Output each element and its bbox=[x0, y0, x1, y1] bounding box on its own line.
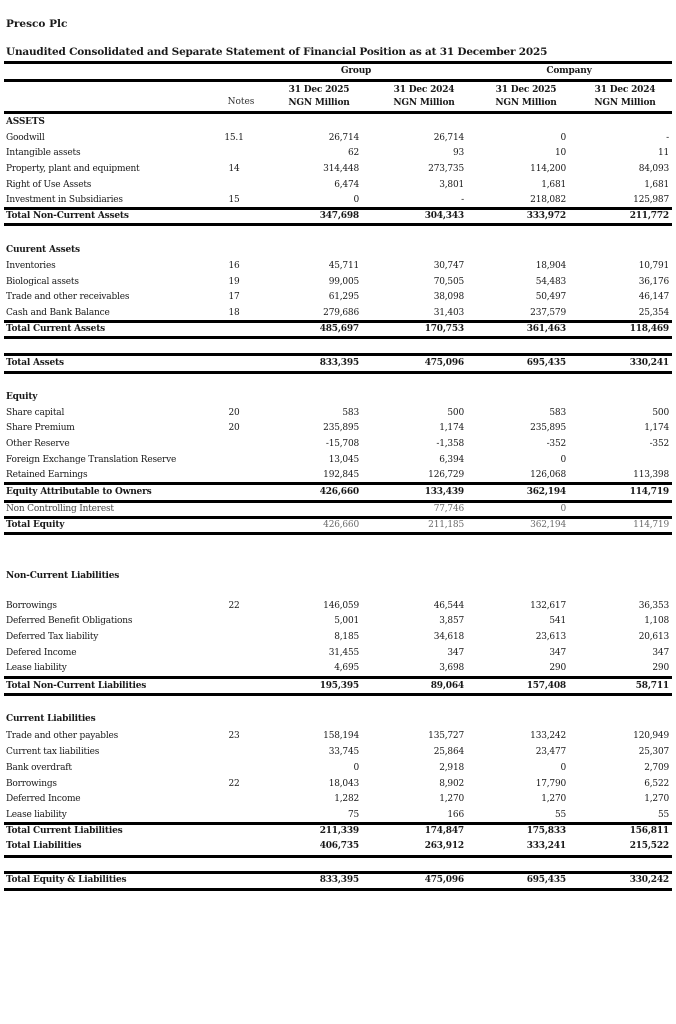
rule bbox=[4, 223, 672, 226]
company-2024-value: 84,093 bbox=[638, 164, 669, 174]
row-label: Trade and other payables bbox=[6, 731, 119, 741]
company-2025-value: 695,435 bbox=[526, 875, 566, 885]
col-date: 31 Dec 2024 bbox=[594, 85, 656, 95]
group-2024-value: 133,439 bbox=[424, 487, 464, 497]
total-liabilities-row bbox=[0, 839, 676, 853]
company-2024-value: 1,108 bbox=[644, 616, 669, 626]
group-2024-value: 1,270 bbox=[439, 794, 464, 804]
group-2025-value: 235,895 bbox=[323, 423, 359, 433]
col-header-group-2024 bbox=[374, 85, 474, 108]
company-2025-value: 541 bbox=[549, 616, 566, 626]
total-current-assets-row bbox=[0, 322, 676, 336]
row-note: 15 bbox=[228, 195, 240, 205]
group-2025-value: 75 bbox=[347, 810, 359, 820]
company-2024-value: -352 bbox=[649, 439, 669, 449]
row-label: Total Assets bbox=[6, 358, 64, 368]
table-row bbox=[0, 421, 676, 435]
group-2025-value: 406,735 bbox=[319, 841, 359, 851]
group-2024-value: 3,857 bbox=[439, 616, 464, 626]
group-2024-value: 25,864 bbox=[433, 747, 464, 757]
company-2024-value: 55 bbox=[657, 810, 669, 820]
row-label: Investment in Subsidiaries bbox=[6, 195, 123, 205]
group-2024-value: 89,064 bbox=[430, 681, 464, 691]
row-label: Foreign Exchange Translation Reserve bbox=[6, 455, 177, 465]
row-label: Bank overdraft bbox=[6, 763, 72, 773]
company-2024-value: 330,241 bbox=[629, 358, 669, 368]
company-2025-value: 10 bbox=[554, 148, 566, 158]
row-label: Total Current Assets bbox=[6, 324, 106, 334]
company-2025-value: 362,194 bbox=[526, 487, 566, 497]
group-2024-value: 1,174 bbox=[439, 423, 464, 433]
group-2025-value: 314,448 bbox=[323, 164, 359, 174]
company-2025-value: 333,241 bbox=[526, 841, 566, 851]
company-2025-value: 362,194 bbox=[530, 520, 566, 530]
row-label: Total Non-Current Liabilities bbox=[6, 681, 147, 691]
row-label: Borrowings bbox=[6, 779, 57, 789]
group-2024-value: 30,747 bbox=[433, 261, 464, 271]
company-2024-value: 1,174 bbox=[644, 423, 669, 433]
group-2025-value: 61,295 bbox=[328, 292, 359, 302]
group-2024-value: 347 bbox=[447, 648, 464, 658]
rule bbox=[4, 888, 672, 891]
company-2025-value: 0 bbox=[560, 763, 566, 773]
section-heading-label: Non-Current Liabilities bbox=[6, 571, 120, 581]
group-2025-value: 13,045 bbox=[328, 455, 359, 465]
group-2025-value: 426,660 bbox=[323, 520, 359, 530]
row-note: 20 bbox=[228, 408, 240, 418]
col-header-group-2025 bbox=[269, 85, 369, 108]
company-2025-value: 18,904 bbox=[535, 261, 566, 271]
row-label: Deferred Income bbox=[6, 794, 81, 804]
company-2024-value: 58,711 bbox=[635, 681, 669, 691]
section-heading-label: Current Liabilities bbox=[6, 714, 96, 724]
table-row bbox=[0, 193, 676, 207]
group-2024-value: 273,735 bbox=[428, 164, 464, 174]
table-row bbox=[0, 614, 676, 628]
group-2025-value: 1,282 bbox=[334, 794, 359, 804]
company-2025-value: 23,477 bbox=[535, 747, 566, 757]
company-2024-value: 156,811 bbox=[629, 826, 669, 836]
col-unit: NGN Million bbox=[594, 98, 656, 108]
company-2024-value: 211,772 bbox=[629, 211, 669, 221]
group-2024-value: 3,698 bbox=[439, 663, 464, 673]
group-2024-value: 2,918 bbox=[439, 763, 464, 773]
row-note: 18 bbox=[228, 308, 240, 318]
row-note: 19 bbox=[228, 277, 240, 287]
table-row bbox=[0, 792, 676, 806]
company-2025-value: 1,270 bbox=[541, 794, 566, 804]
table-row bbox=[0, 275, 676, 289]
group-2024-value: 8,902 bbox=[439, 779, 464, 789]
table-row bbox=[0, 437, 676, 451]
company-2024-value: 118,469 bbox=[629, 324, 669, 334]
group-2024-value: 26,714 bbox=[433, 133, 464, 143]
group-2025-value: 158,194 bbox=[323, 731, 359, 741]
company-2024-value: 215,522 bbox=[629, 841, 669, 851]
group-2024-value: -1,358 bbox=[436, 439, 464, 449]
row-label: Goodwill bbox=[6, 133, 45, 143]
table-row bbox=[0, 777, 676, 791]
group-2025-value: 583 bbox=[342, 408, 359, 418]
header-mid-rule bbox=[4, 79, 672, 82]
row-label: Right of Use Assets bbox=[6, 180, 92, 190]
company-2025-value: 23,613 bbox=[535, 632, 566, 642]
section-heading-label: Equity bbox=[6, 392, 38, 402]
table-row bbox=[0, 745, 676, 759]
row-label: Share Premium bbox=[6, 423, 75, 433]
company-2024-value: 114,719 bbox=[633, 520, 669, 530]
group-2024-value: 174,847 bbox=[424, 826, 464, 836]
total-equity-and-liabilities-row bbox=[0, 873, 676, 887]
rule bbox=[4, 855, 672, 858]
company-name: Presco Plc bbox=[6, 18, 68, 30]
group-2024-value: 70,505 bbox=[433, 277, 464, 287]
group-2025-value: 99,005 bbox=[328, 277, 359, 287]
table-row bbox=[0, 162, 676, 176]
total-non-current-assets-row bbox=[0, 209, 676, 223]
row-note: 23 bbox=[228, 731, 240, 741]
row-label: Property, plant and equipment bbox=[6, 164, 140, 174]
group-2024-value: 77,746 bbox=[433, 504, 464, 514]
col-header-company-2025 bbox=[476, 85, 576, 108]
rule bbox=[4, 336, 672, 339]
rule bbox=[4, 371, 672, 374]
row-note: 14 bbox=[228, 164, 240, 174]
row-label: Biological assets bbox=[6, 277, 79, 287]
company-2024-value: 11 bbox=[657, 148, 669, 158]
company-2025-value: 54,483 bbox=[535, 277, 566, 287]
group-2024-value: 211,185 bbox=[428, 520, 464, 530]
company-2024-value: 125,987 bbox=[633, 195, 669, 205]
company-2025-value: 157,408 bbox=[526, 681, 566, 691]
company-2025-value: 133,242 bbox=[530, 731, 566, 741]
company-2025-value: 235,895 bbox=[530, 423, 566, 433]
group-2024-value: 475,096 bbox=[424, 358, 464, 368]
row-label: Share capital bbox=[6, 408, 65, 418]
row-label: Total Non-Current Assets bbox=[6, 211, 129, 221]
group-2025-value: 426,660 bbox=[319, 487, 359, 497]
row-label: Cash and Bank Balance bbox=[6, 308, 110, 318]
notes-header: Notes bbox=[227, 97, 255, 107]
company-2024-value: 6,522 bbox=[644, 779, 669, 789]
company-2025-value: 361,463 bbox=[526, 324, 566, 334]
group-2024-value: 263,912 bbox=[424, 841, 464, 851]
group-2025-value: 0 bbox=[353, 763, 359, 773]
col-date: 31 Dec 2024 bbox=[393, 85, 455, 95]
company-2025-value: 17,790 bbox=[535, 779, 566, 789]
col-date: 31 Dec 2025 bbox=[288, 85, 350, 95]
group-2025-value: 195,395 bbox=[319, 681, 359, 691]
company-2025-value: 0 bbox=[560, 455, 566, 465]
row-label: Current tax liabilities bbox=[6, 747, 100, 757]
company-2024-value: 120,949 bbox=[633, 731, 669, 741]
company-2025-value: -352 bbox=[546, 439, 566, 449]
group-2025-value: 279,686 bbox=[323, 308, 359, 318]
total-assets-row bbox=[0, 356, 676, 370]
group-2024-value: 475,096 bbox=[424, 875, 464, 885]
row-note: 17 bbox=[228, 292, 240, 302]
group-2025-value: 5,001 bbox=[334, 616, 359, 626]
group-2025-value: 833,395 bbox=[319, 358, 359, 368]
company-2024-value: 1,270 bbox=[644, 794, 669, 804]
group-2024-value: 93 bbox=[452, 148, 464, 158]
group-2025-value: 33,745 bbox=[328, 747, 359, 757]
company-2025-value: 695,435 bbox=[526, 358, 566, 368]
company-2025-value: 0 bbox=[560, 504, 566, 514]
table-row bbox=[0, 406, 676, 420]
company-2024-value: 36,176 bbox=[638, 277, 669, 287]
assets-heading bbox=[0, 115, 676, 129]
rule bbox=[4, 532, 672, 535]
group-2025-value: 485,697 bbox=[319, 324, 359, 334]
row-note: 16 bbox=[228, 261, 240, 271]
company-2024-value: 330,242 bbox=[629, 875, 669, 885]
current-assets-heading bbox=[0, 243, 676, 257]
company-2025-value: 1,681 bbox=[541, 180, 566, 190]
row-label: Lease liability bbox=[6, 810, 67, 820]
row-label: Non Controlling Interest bbox=[6, 504, 114, 514]
table-row bbox=[0, 178, 676, 192]
row-label: Lease liability bbox=[6, 663, 67, 673]
company-2024-value: 114,719 bbox=[629, 487, 669, 497]
row-label: Inventories bbox=[6, 261, 56, 271]
group-2024-value: 170,753 bbox=[424, 324, 464, 334]
section-heading-label: ASSETS bbox=[6, 117, 45, 127]
row-label: Other Reserve bbox=[6, 439, 70, 449]
group-2025-value: 4,695 bbox=[334, 663, 359, 673]
company-2025-value: 0 bbox=[560, 133, 566, 143]
total-non-current-liabilities-row bbox=[0, 679, 676, 693]
table-row bbox=[0, 646, 676, 660]
group-2025-value: 31,455 bbox=[328, 648, 359, 658]
table-row bbox=[0, 729, 676, 743]
row-note: 22 bbox=[228, 601, 240, 611]
group-2025-value: -15,708 bbox=[325, 439, 359, 449]
group-header: Group bbox=[340, 66, 372, 76]
company-2024-value: 1,681 bbox=[644, 180, 669, 190]
group-2025-value: 62 bbox=[347, 148, 359, 158]
group-2025-value: 18,043 bbox=[328, 779, 359, 789]
group-2025-value: 211,339 bbox=[319, 826, 359, 836]
total-current-liabilities-row bbox=[0, 824, 676, 838]
table-row bbox=[0, 146, 676, 160]
company-2024-value: 36,353 bbox=[638, 601, 669, 611]
col-header-company-2024 bbox=[575, 85, 675, 108]
row-label: Defered Income bbox=[6, 648, 77, 658]
group-2024-value: 31,403 bbox=[433, 308, 464, 318]
group-2024-value: 304,343 bbox=[424, 211, 464, 221]
non-controlling-interest-row bbox=[0, 502, 676, 516]
table-row bbox=[0, 468, 676, 482]
row-label: Total Equity bbox=[6, 520, 65, 530]
header-bottom-rule bbox=[4, 111, 672, 114]
row-label: Total Equity & Liabilities bbox=[6, 875, 127, 885]
col-unit: NGN Million bbox=[393, 98, 455, 108]
group-2025-value: 146,059 bbox=[323, 601, 359, 611]
non-current-liabilities-heading bbox=[0, 569, 676, 583]
group-2025-value: 45,711 bbox=[328, 261, 359, 271]
company-2025-value: 347 bbox=[549, 648, 566, 658]
equity-attributable-row bbox=[0, 485, 676, 499]
company-2025-value: 132,617 bbox=[530, 601, 566, 611]
group-2025-value: 0 bbox=[353, 195, 359, 205]
table-row bbox=[0, 661, 676, 675]
company-2025-value: 333,972 bbox=[526, 211, 566, 221]
section-heading-label: Cuurent Assets bbox=[6, 245, 80, 255]
company-2025-value: 114,200 bbox=[530, 164, 566, 174]
group-2024-value: 38,098 bbox=[433, 292, 464, 302]
group-2025-value: 347,698 bbox=[319, 211, 359, 221]
company-2024-value: 25,354 bbox=[638, 308, 669, 318]
group-2024-value: 3,801 bbox=[439, 180, 464, 190]
company-2025-value: 218,082 bbox=[530, 195, 566, 205]
row-label: Borrowings bbox=[6, 601, 57, 611]
row-label: Trade and other receivables bbox=[6, 292, 130, 302]
group-2024-value: 500 bbox=[447, 408, 464, 418]
company-2025-value: 55 bbox=[554, 810, 566, 820]
company-2024-value: 20,613 bbox=[638, 632, 669, 642]
company-2024-value: 46,147 bbox=[638, 292, 669, 302]
row-label: Intangible assets bbox=[6, 148, 81, 158]
row-note: 20 bbox=[228, 423, 240, 433]
company-2024-value: 10,791 bbox=[638, 261, 669, 271]
company-2025-value: 290 bbox=[549, 663, 566, 673]
table-row bbox=[0, 630, 676, 644]
group-2025-value: 26,714 bbox=[328, 133, 359, 143]
group-2025-value: 833,395 bbox=[319, 875, 359, 885]
company-2025-value: 50,497 bbox=[535, 292, 566, 302]
company-2025-value: 583 bbox=[549, 408, 566, 418]
total-equity-row bbox=[0, 518, 676, 532]
company-2024-value: 500 bbox=[652, 408, 669, 418]
current-liabilities-heading bbox=[0, 712, 676, 726]
group-2024-value: 6,394 bbox=[439, 455, 464, 465]
group-2025-value: 8,185 bbox=[334, 632, 359, 642]
group-2024-value: - bbox=[461, 195, 464, 205]
group-2024-value: 46,544 bbox=[433, 601, 464, 611]
row-note: 22 bbox=[228, 779, 240, 789]
row-label: Equity Attributable to Owners bbox=[6, 487, 152, 497]
company-2025-value: 126,068 bbox=[530, 470, 566, 480]
company-2025-value: 175,833 bbox=[526, 826, 566, 836]
row-label: Retained Earnings bbox=[6, 470, 88, 480]
table-row bbox=[0, 599, 676, 613]
table-row bbox=[0, 259, 676, 273]
statement-title: Unaudited Consolidated and Separate Statement of Financial Position as at 31 December 2025 bbox=[6, 46, 548, 58]
row-label: Deferred Tax liability bbox=[6, 632, 99, 642]
company-2024-value: - bbox=[666, 133, 669, 143]
group-2024-value: 135,727 bbox=[428, 731, 464, 741]
group-2024-value: 34,618 bbox=[433, 632, 464, 642]
table-row bbox=[0, 453, 676, 467]
company-2025-value: 237,579 bbox=[530, 308, 566, 318]
header-top-rule bbox=[4, 61, 672, 64]
rule bbox=[4, 693, 672, 696]
company-2024-value: 290 bbox=[652, 663, 669, 673]
company-2024-value: 25,307 bbox=[638, 747, 669, 757]
company-2024-value: 347 bbox=[652, 648, 669, 658]
table-row bbox=[0, 761, 676, 775]
group-2025-value: 192,845 bbox=[323, 470, 359, 480]
table-row bbox=[0, 131, 676, 145]
row-label: Total Current Liabilities bbox=[6, 826, 123, 836]
company-header: Company bbox=[546, 66, 592, 76]
col-date: 31 Dec 2025 bbox=[495, 85, 557, 95]
equity-heading bbox=[0, 390, 676, 404]
row-label: Total Liabilities bbox=[6, 841, 82, 851]
row-note: 15.1 bbox=[224, 133, 244, 143]
group-2024-value: 166 bbox=[447, 810, 464, 820]
company-2024-value: 2,709 bbox=[644, 763, 669, 773]
table-row bbox=[0, 306, 676, 320]
col-unit: NGN Million bbox=[288, 98, 350, 108]
col-unit: NGN Million bbox=[495, 98, 557, 108]
group-2025-value: 6,474 bbox=[334, 180, 359, 190]
company-2024-value: 113,398 bbox=[633, 470, 669, 480]
table-row bbox=[0, 808, 676, 822]
table-row bbox=[0, 290, 676, 304]
group-2024-value: 126,729 bbox=[428, 470, 464, 480]
row-label: Deferred Benefit Obligations bbox=[6, 616, 133, 626]
